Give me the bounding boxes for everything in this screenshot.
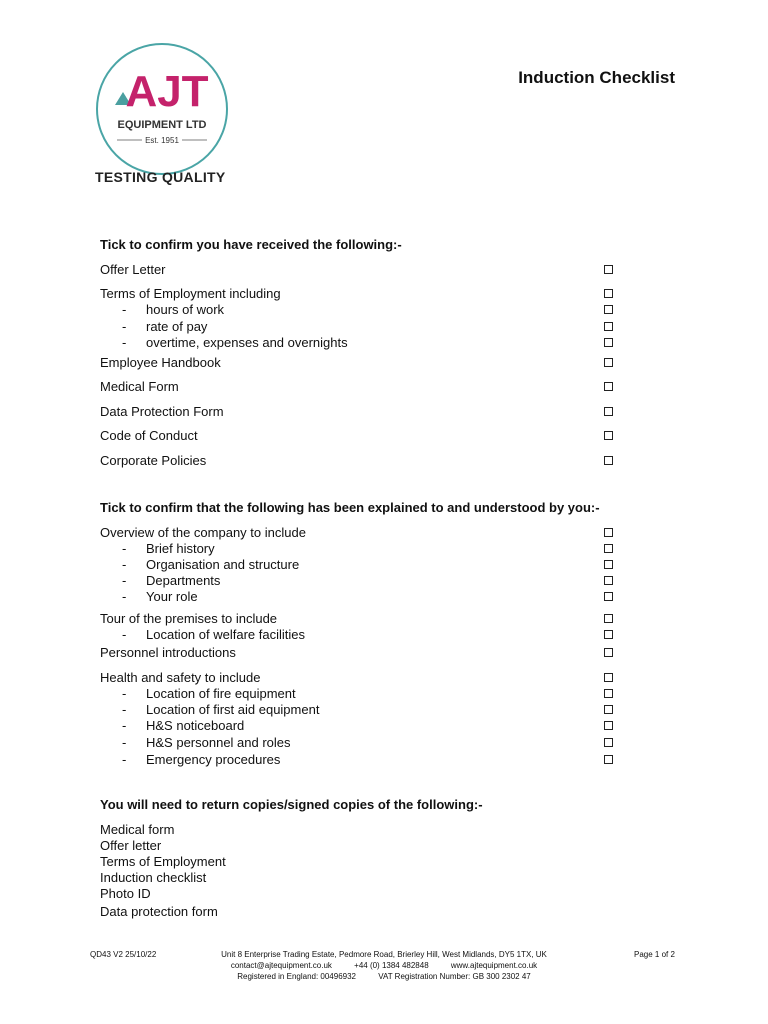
checklist-subitem <box>100 557 620 574</box>
checklist-subitem <box>100 627 620 644</box>
checklist-item-label: Departments <box>146 573 221 588</box>
tick-checkbox[interactable] <box>604 289 613 298</box>
tick-checkbox[interactable] <box>604 528 613 537</box>
tick-checkbox[interactable] <box>604 265 613 274</box>
section3-heading: You will need to return copies/signed copies of the following:- <box>100 797 483 812</box>
checklist-subitem <box>100 541 620 558</box>
tick-checkbox[interactable] <box>604 576 613 585</box>
footer-address: Unit 8 Enterprise Trading Estate, Pedmore Road, Brierley Hill, West Midlands, DY5 1TX, UK <box>221 950 547 959</box>
checklist-item-label: rate of pay <box>146 319 208 334</box>
checklist-item-label: Personnel introductions <box>100 645 236 660</box>
ajt-logo <box>95 42 229 176</box>
return-item: Medical form <box>100 822 175 837</box>
checklist-item-label: Terms of Employment including <box>100 286 281 301</box>
tick-checkbox[interactable] <box>604 338 613 347</box>
section2-heading: Tick to confirm that the following has been explained to and understood by you:- <box>100 500 600 515</box>
checklist-item-label: Employee Handbook <box>100 355 221 370</box>
checklist-item <box>100 670 620 687</box>
checklist-subitem <box>100 752 620 769</box>
tick-checkbox[interactable] <box>604 305 613 314</box>
checklist-item-label: Location of fire equipment <box>146 686 296 701</box>
return-item: Data protection form <box>100 904 218 919</box>
checklist-item-label: overtime, expenses and overnights <box>146 335 348 350</box>
checklist-subitem <box>100 718 620 735</box>
tick-checkbox[interactable] <box>604 544 613 553</box>
checklist-subitem <box>100 319 620 336</box>
tick-checkbox[interactable] <box>604 630 613 639</box>
return-item: Induction checklist <box>100 870 207 885</box>
checklist-item <box>100 645 620 662</box>
checklist-item-label: Medical Form <box>100 379 179 394</box>
checklist-item <box>100 525 620 542</box>
checklist-item-label: Your role <box>146 589 198 604</box>
tick-checkbox[interactable] <box>604 705 613 714</box>
return-item: Photo ID <box>100 886 151 901</box>
checklist-item-label: Organisation and structure <box>146 557 300 572</box>
checklist-item <box>100 611 620 628</box>
page-title: Induction Checklist <box>518 68 675 87</box>
dash-bullet: - <box>122 686 127 701</box>
checklist-subitem <box>100 735 620 752</box>
section1-heading: Tick to confirm you have received the following:- <box>100 237 402 252</box>
checklist-item-label: Location of first aid equipment <box>146 702 320 717</box>
checklist-item-label: Brief history <box>146 541 215 556</box>
tick-checkbox[interactable] <box>604 648 613 657</box>
checklist-item-label: Location of welfare facilities <box>146 627 305 642</box>
checklist-item-label: Corporate Policies <box>100 453 207 468</box>
footer-ref: QD43 V2 25/10/22 <box>90 950 157 959</box>
checklist-item-label: H&S personnel and roles <box>146 735 291 750</box>
tick-checkbox[interactable] <box>604 358 613 367</box>
tick-checkbox[interactable] <box>604 755 613 764</box>
dash-bullet: - <box>122 541 127 556</box>
logo-est: Est. 1951 <box>145 136 179 145</box>
checklist-subitem <box>100 302 620 319</box>
checklist-item <box>100 355 620 372</box>
checklist-item-label: Emergency procedures <box>146 752 281 767</box>
tick-checkbox[interactable] <box>604 614 613 623</box>
dash-bullet: - <box>122 557 127 572</box>
dash-bullet: - <box>122 702 127 717</box>
checklist-item-label: Data Protection Form <box>100 404 224 419</box>
footer-registration: Registered in England: 00496932 VAT Registration Number: GB 300 2302 47 <box>237 972 531 981</box>
tick-checkbox[interactable] <box>604 431 613 440</box>
dash-bullet: - <box>122 718 127 733</box>
dash-bullet: - <box>122 302 127 317</box>
checklist-item-label: hours of work <box>146 302 225 317</box>
footer-page-number: Page 1 of 2 <box>634 950 675 959</box>
dash-bullet: - <box>122 335 127 350</box>
checklist-item-label: Tour of the premises to include <box>100 611 278 626</box>
checklist-item <box>100 453 620 470</box>
dash-bullet: - <box>122 319 127 334</box>
checklist-item-label: Code of Conduct <box>100 428 198 443</box>
checklist-item-label: Health and safety to include <box>100 670 261 685</box>
tick-checkbox[interactable] <box>604 689 613 698</box>
footer-contact: contact@ajtequipment.co.uk +44 (0) 1384 482848 www.ajtequipment.co.uk <box>230 961 538 970</box>
checklist-item <box>100 286 620 303</box>
tick-checkbox[interactable] <box>604 407 613 416</box>
return-item: Terms of Employment <box>100 854 226 869</box>
checklist-item-label: H&S noticeboard <box>146 718 245 733</box>
tick-checkbox[interactable] <box>604 382 613 391</box>
checklist-item <box>100 262 620 279</box>
checklist-subitem <box>100 702 620 719</box>
checklist-subitem <box>100 573 620 590</box>
tick-checkbox[interactable] <box>604 721 613 730</box>
tick-checkbox[interactable] <box>604 673 613 682</box>
checklist-item-label: Overview of the company to include <box>100 525 306 540</box>
tagline: TESTING QUALITY <box>95 169 226 185</box>
checklist-subitem <box>100 686 620 703</box>
checklist-item-label: Offer Letter <box>100 262 166 277</box>
logo-company: EQUIPMENT LTD <box>117 119 207 131</box>
checklist-item <box>100 428 620 445</box>
tick-checkbox[interactable] <box>604 592 613 601</box>
dash-bullet: - <box>122 752 127 767</box>
dash-bullet: - <box>122 589 127 604</box>
logo-letters: AJT <box>125 67 209 116</box>
dash-bullet: - <box>122 573 127 588</box>
checklist-subitem <box>100 335 620 352</box>
checklist-item <box>100 404 620 421</box>
checklist-item <box>100 379 620 396</box>
tick-checkbox[interactable] <box>604 738 613 747</box>
tick-checkbox[interactable] <box>604 322 613 331</box>
checklist-subitem <box>100 589 620 606</box>
return-item: Offer letter <box>100 838 162 853</box>
dash-bullet: - <box>122 627 127 642</box>
dash-bullet: - <box>122 735 127 750</box>
tick-checkbox[interactable] <box>604 456 613 465</box>
tick-checkbox[interactable] <box>604 560 613 569</box>
